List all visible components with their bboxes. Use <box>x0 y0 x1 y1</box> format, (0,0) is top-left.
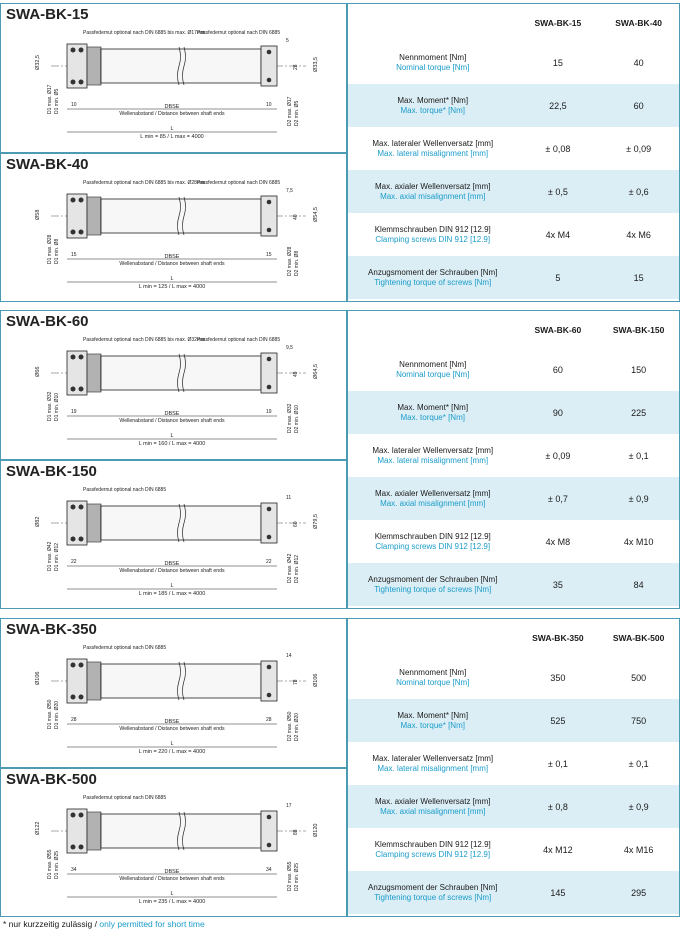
table-row <box>348 84 679 127</box>
clamp-screw-icon <box>79 505 84 510</box>
dim-d2-max: D2 max. Ø28 <box>287 246 293 276</box>
row-label-en: Max. axial misalignment [mm] <box>380 191 486 201</box>
row-label-en: Max. lateral misalignment [mm] <box>377 148 489 158</box>
row-label <box>348 489 517 509</box>
cell-value: 4x M16 <box>623 844 654 855</box>
dim-d2-min: D2 min. Ø25 <box>294 862 300 891</box>
length-range: L min = 235 / L max = 4000 <box>138 899 206 905</box>
dbse-label: DBSE <box>164 719 180 725</box>
clamp-screw-icon <box>79 663 84 668</box>
dim-right-length: 19 <box>266 409 272 415</box>
row-label <box>348 268 517 288</box>
table-row <box>348 434 679 477</box>
clamp-screw-icon <box>267 78 272 83</box>
row-label <box>348 532 517 552</box>
clamp-screw-icon <box>267 815 272 820</box>
dim-height: 40 <box>293 214 299 220</box>
clamp-screw-icon <box>79 695 84 700</box>
bellows <box>87 504 101 542</box>
intermediate-tube <box>101 356 261 390</box>
dim-right-length: 10 <box>266 102 272 108</box>
cell-value: ± 0,9 <box>628 493 649 504</box>
cell-value: 150 <box>631 364 647 375</box>
row-label <box>348 575 517 595</box>
cell-value: 40 <box>633 57 644 68</box>
dim-top: 9,5 <box>286 345 293 351</box>
clamp-screw-icon <box>71 230 76 235</box>
length-symbol: L <box>170 276 174 282</box>
table-row <box>348 742 679 785</box>
clamp-screw-icon <box>79 230 84 235</box>
cell-value: 295 <box>631 887 647 898</box>
cell-value: 5 <box>555 272 561 283</box>
length-range: L min = 125 / L max = 4000 <box>138 284 206 290</box>
dim-left-length: 15 <box>71 252 77 258</box>
clamp-screw-icon <box>79 845 84 850</box>
row-label <box>348 446 517 466</box>
drawing-panel <box>0 310 347 460</box>
dim-d2-max: D2 max. Ø55 <box>287 861 293 891</box>
dbse-label: DBSE <box>164 561 180 567</box>
dim-top: 17 <box>286 803 292 809</box>
distance-label: Wellenabstand / Distance between shaft ends <box>119 726 225 732</box>
product-title: SWA-BK-15 <box>6 6 89 23</box>
row-label <box>348 883 517 903</box>
row-label-en: Tightening torque of screws [Nm] <box>374 584 492 594</box>
row-label-en: Nominal torque [Nm] <box>396 369 470 379</box>
table-row <box>348 213 679 256</box>
dim-left-diameter: Ø122 <box>35 821 41 835</box>
row-label <box>348 797 517 817</box>
cell-value: 4x M4 <box>545 229 571 240</box>
length-symbol: L <box>170 583 174 589</box>
length-range: L min = 220 / L max = 4000 <box>138 749 206 755</box>
keyway-note-right-de: Passfedernut optional nach DIN 6885 <box>197 337 281 343</box>
row-label-de: Nennmoment [Nm] <box>399 667 467 677</box>
row-label <box>348 53 517 73</box>
row-label-de: Max. Moment* [Nm] <box>397 710 469 720</box>
clamp-screw-icon <box>267 50 272 55</box>
product-title: SWA-BK-60 <box>6 313 89 330</box>
cell-value: 35 <box>552 579 563 590</box>
spec-table <box>347 618 680 917</box>
row-label-en: Max. axial misalignment [mm] <box>380 498 486 508</box>
row-label-de: Max. axialer Wellenversatz [mm] <box>375 796 491 806</box>
cell-value: ± 0,8 <box>547 801 568 812</box>
row-label-en: Nominal torque [Nm] <box>396 62 470 72</box>
keyway-note-de: Passfedernut optional nach DIN 6885 bis max. Ø32mm <box>83 337 206 343</box>
keyway-note-right-de: Passfedernut optional nach DIN 6885 <box>197 30 281 36</box>
intermediate-tube <box>101 199 261 233</box>
dim-top: 5 <box>286 38 289 44</box>
dim-d1-min: D1 min. Ø25 <box>54 850 60 879</box>
product-title: SWA-BK-500 <box>6 771 97 788</box>
dim-left-diameter: Ø66 <box>35 366 41 377</box>
dim-left-diameter: Ø58 <box>35 209 41 220</box>
dim-right-diameter: Ø64,5 <box>313 364 319 379</box>
cell-value: 22,5 <box>549 100 567 111</box>
row-label <box>348 139 517 159</box>
model-header: SWA-BK-500 <box>612 632 665 643</box>
technical-drawing <box>1 461 346 608</box>
dim-right-length: 28 <box>266 717 272 723</box>
clamp-screw-icon <box>71 80 76 85</box>
cell-value: ± 0,6 <box>628 186 649 197</box>
left-clamp-hub <box>67 659 87 703</box>
row-label-de: Nennmoment [Nm] <box>399 52 467 62</box>
product-section <box>0 618 681 917</box>
dim-height: 78 <box>293 679 299 685</box>
dim-left-length: 19 <box>71 409 77 415</box>
table-row <box>348 785 679 828</box>
dim-d1-min: D1 min. Ø12 <box>54 542 60 571</box>
left-clamp-hub <box>67 194 87 238</box>
product-section <box>0 310 681 609</box>
clamp-screw-icon <box>79 387 84 392</box>
bellows <box>87 812 101 850</box>
dim-left-diameter: Ø106 <box>35 671 41 685</box>
table-row <box>348 391 679 434</box>
clamp-screw-icon <box>267 535 272 540</box>
bellows <box>87 354 101 392</box>
table-row <box>348 656 679 699</box>
keyway-note-de: Passfedernut optional nach DIN 6885 bis max. Ø28mm <box>83 180 206 186</box>
clamp-screw-icon <box>79 80 84 85</box>
keyway-note-de: Passfedernut optional nach DIN 6885 <box>83 487 167 493</box>
dim-d2-min: D2 min. Ø5 <box>294 100 300 126</box>
cell-value: 4x M10 <box>623 536 654 547</box>
model-header: SWA-BK-40 <box>615 17 662 28</box>
clamp-screw-icon <box>71 845 76 850</box>
model-header: SWA-BK-15 <box>534 17 582 28</box>
table-row <box>348 871 679 914</box>
row-label-de: Anzugsmoment der Schrauben [Nm] <box>368 882 498 892</box>
dim-d2-max: D2 max. Ø17 <box>287 96 293 126</box>
dim-d1-min: D1 min. Ø10 <box>54 392 60 421</box>
dim-left-diameter: Ø32,5 <box>35 55 41 70</box>
footnote <box>3 919 205 929</box>
row-label-de: Anzugsmoment der Schrauben [Nm] <box>368 267 498 277</box>
row-label-de: Max. axialer Wellenversatz [mm] <box>375 181 491 191</box>
row-label-de: Max. lateraler Wellenversatz [mm] <box>372 445 494 455</box>
cell-value: ± 0,08 <box>545 143 571 154</box>
table-header <box>348 311 679 348</box>
dim-d1-max: D1 max. Ø32 <box>47 391 53 421</box>
row-label-en: Max. torque* [Nm] <box>400 105 465 115</box>
row-label-de: Max. lateraler Wellenversatz [mm] <box>372 138 494 148</box>
cell-value: 60 <box>633 100 644 111</box>
clamp-screw-icon <box>267 385 272 390</box>
table-row <box>348 828 679 871</box>
keyway-note-right-de: Passfedernut optional nach DIN 6885 <box>197 180 281 186</box>
clamp-screw-icon <box>267 665 272 670</box>
cell-value: ± 0,1 <box>628 450 649 461</box>
row-label-de: Max. Moment* [Nm] <box>397 402 469 412</box>
row-label <box>348 403 517 423</box>
dim-right-diameter: Ø54,5 <box>313 207 319 222</box>
dim-d1-max: D1 max. Ø17 <box>47 84 53 114</box>
dim-left-length: 28 <box>71 717 77 723</box>
row-label-en: Nominal torque [Nm] <box>396 677 470 687</box>
model-header: SWA-BK-60 <box>534 324 582 335</box>
left-clamp-hub <box>67 351 87 395</box>
row-label <box>348 840 517 860</box>
dim-right-diameter: Ø79,5 <box>313 514 319 529</box>
clamp-screw-icon <box>267 357 272 362</box>
dim-left-length: 22 <box>71 559 77 565</box>
intermediate-tube <box>101 506 261 540</box>
distance-label: Wellenabstand / Distance between shaft ends <box>119 568 225 574</box>
dim-top: 7,5 <box>286 188 293 194</box>
row-label-de: Klemmschrauben DIN 912 [12.9] <box>374 839 491 849</box>
cell-value: 84 <box>633 579 644 590</box>
length-symbol: L <box>170 433 174 439</box>
row-label-en: Max. torque* [Nm] <box>400 412 465 422</box>
table-row <box>348 699 679 742</box>
dim-d2-min: D2 min. Ø20 <box>294 712 300 741</box>
dim-d1-max: D1 max. Ø42 <box>47 541 53 571</box>
row-label-en: Max. lateral misalignment [mm] <box>377 455 489 465</box>
model-header: SWA-BK-350 <box>532 632 584 643</box>
drawing-panel <box>0 3 347 153</box>
cell-value: 525 <box>550 715 566 726</box>
distance-label: Wellenabstand / Distance between shaft ends <box>119 261 225 267</box>
row-label <box>348 711 517 731</box>
clamp-screw-icon <box>71 387 76 392</box>
dbse-label: DBSE <box>164 104 180 110</box>
dim-d2-max: D2 max. Ø32 <box>287 403 293 433</box>
row-label-en: Max. axial misalignment [mm] <box>380 806 486 816</box>
cell-value: 4x M8 <box>545 536 571 547</box>
row-label-de: Max. lateraler Wellenversatz [mm] <box>372 753 494 763</box>
dim-d2-min: D2 min. Ø10 <box>294 404 300 433</box>
intermediate-tube <box>101 49 261 83</box>
technical-drawing <box>1 4 346 152</box>
clamp-screw-icon <box>71 663 76 668</box>
dim-top: 11 <box>286 495 292 501</box>
cell-value: ± 0,9 <box>628 801 649 812</box>
cell-value: ± 0,7 <box>547 493 568 504</box>
clamp-screw-icon <box>79 48 84 53</box>
row-label <box>348 96 517 116</box>
length-symbol: L <box>170 126 174 132</box>
drawing-panel <box>0 618 347 768</box>
table-header <box>348 619 679 656</box>
product-title: SWA-BK-150 <box>6 463 97 480</box>
dim-d2-max: D2 max. Ø50 <box>287 711 293 741</box>
dim-d1-min: D1 min. Ø8 <box>54 238 60 264</box>
row-label <box>348 668 517 688</box>
clamp-screw-icon <box>71 48 76 53</box>
left-clamp-hub <box>67 44 87 88</box>
row-label <box>348 225 517 245</box>
clamp-screw-icon <box>71 505 76 510</box>
clamp-screw-icon <box>71 355 76 360</box>
row-label-de: Klemmschrauben DIN 912 [12.9] <box>374 531 491 541</box>
distance-label: Wellenabstand / Distance between shaft ends <box>119 876 225 882</box>
row-label-de: Klemmschrauben DIN 912 [12.9] <box>374 224 491 234</box>
drawing-panel <box>0 460 347 609</box>
table-row <box>348 170 679 213</box>
dim-d1-max: D1 max. Ø28 <box>47 234 53 264</box>
dim-right-length: 34 <box>266 867 272 873</box>
dim-d2-min: D2 min. Ø8 <box>294 250 300 276</box>
length-symbol: L <box>170 741 174 747</box>
left-clamp-hub <box>67 809 87 853</box>
dim-right-length: 22 <box>266 559 272 565</box>
row-label-de: Nennmoment [Nm] <box>399 359 467 369</box>
row-label-en: Tightening torque of screws [Nm] <box>374 277 492 287</box>
clamp-screw-icon <box>79 355 84 360</box>
spec-table <box>347 3 680 302</box>
technical-drawing <box>1 769 346 916</box>
drawing-panel <box>0 153 347 302</box>
clamp-screw-icon <box>267 693 272 698</box>
table-header <box>348 4 679 41</box>
left-clamp-hub <box>67 501 87 545</box>
cell-value: ± 0,09 <box>626 143 652 154</box>
dim-top: 14 <box>286 653 292 659</box>
distance-label: Wellenabstand / Distance between shaft ends <box>119 111 225 117</box>
dim-height: 28 <box>293 64 299 70</box>
dim-left-length: 10 <box>71 102 77 108</box>
cell-value: 60 <box>552 364 563 375</box>
dim-height: 60 <box>293 521 299 527</box>
length-range: L min = 185 / L max = 4000 <box>138 591 206 597</box>
cell-value: 4x M6 <box>626 229 651 240</box>
dim-left-diameter: Ø82 <box>35 516 41 527</box>
table-row <box>348 563 679 606</box>
cell-value: 90 <box>552 407 563 418</box>
keyway-note-de: Passfedernut optional nach DIN 6885 bis max. Ø17mm <box>83 30 206 36</box>
table-row <box>348 41 679 84</box>
clamp-screw-icon <box>79 198 84 203</box>
dim-height: 88 <box>293 829 299 835</box>
cell-value: 225 <box>631 407 647 418</box>
clamp-screw-icon <box>267 843 272 848</box>
cell-value: 4x M12 <box>543 844 573 855</box>
footnote-en: only permitted for short time <box>99 919 205 929</box>
intermediate-tube <box>101 814 261 848</box>
dim-height: 49 <box>293 371 299 377</box>
cell-value: 145 <box>550 887 566 898</box>
row-label-en: Clamping screws DIN 912 [12.9] <box>375 541 491 551</box>
row-label-en: Tightening torque of screws [Nm] <box>374 892 492 902</box>
technical-drawing <box>1 619 346 767</box>
clamp-screw-icon <box>71 813 76 818</box>
dim-d1-min: D1 min. Ø5 <box>54 88 60 114</box>
distance-label: Wellenabstand / Distance between shaft ends <box>119 418 225 424</box>
row-label <box>348 360 517 380</box>
table-row <box>348 127 679 170</box>
drawing-panel <box>0 768 347 917</box>
product-section <box>0 3 681 302</box>
product-title: SWA-BK-40 <box>6 156 89 173</box>
clamp-screw-icon <box>71 537 76 542</box>
row-label-en: Max. torque* [Nm] <box>400 720 465 730</box>
clamp-screw-icon <box>267 507 272 512</box>
clamp-screw-icon <box>267 200 272 205</box>
keyway-note-de: Passfedernut optional nach DIN 6885 <box>83 645 167 651</box>
row-label-en: Max. lateral misalignment [mm] <box>377 763 489 773</box>
footnote-de: * nur kurzzeitig zulässig / <box>3 919 98 929</box>
dim-left-length: 34 <box>71 867 77 873</box>
clamp-screw-icon <box>79 537 84 542</box>
dbse-label: DBSE <box>164 411 180 417</box>
cell-value: 500 <box>631 672 647 683</box>
clamp-screw-icon <box>71 198 76 203</box>
dim-d2-max: D2 max. Ø42 <box>287 553 293 583</box>
clamp-screw-icon <box>79 813 84 818</box>
row-label <box>348 754 517 774</box>
dim-right-diameter: Ø106 <box>313 673 319 687</box>
dim-right-diameter: Ø120 <box>313 823 319 837</box>
dbse-label: DBSE <box>164 254 180 260</box>
cell-value: 15 <box>633 272 644 283</box>
product-title: SWA-BK-350 <box>6 621 97 638</box>
cell-value: 750 <box>631 715 647 726</box>
table-row <box>348 520 679 563</box>
length-symbol: L <box>170 891 174 897</box>
cell-value: ± 0,1 <box>628 758 649 769</box>
row-label-de: Anzugsmoment der Schrauben [Nm] <box>368 574 498 584</box>
dim-right-diameter: Ø33,5 <box>313 57 319 72</box>
cell-value: ± 0,1 <box>547 758 568 769</box>
dim-d1-max: D1 max. Ø55 <box>47 849 53 879</box>
bellows <box>87 662 101 700</box>
row-label <box>348 182 517 202</box>
technical-drawing <box>1 311 346 459</box>
intermediate-tube <box>101 664 261 698</box>
model-header: SWA-BK-150 <box>612 324 665 335</box>
clamp-screw-icon <box>71 695 76 700</box>
dim-d2-min: D2 min. Ø12 <box>294 554 300 583</box>
cell-value: ± 0,09 <box>545 450 571 461</box>
dim-d1-max: D1 max. Ø50 <box>47 699 53 729</box>
dim-d1-min: D1 min. Ø20 <box>54 700 60 729</box>
bellows <box>87 197 101 235</box>
dbse-label: DBSE <box>164 869 180 875</box>
length-range: L min = 85 / L max = 4000 <box>140 134 204 140</box>
row-label-en: Clamping screws DIN 912 [12.9] <box>375 234 491 244</box>
technical-drawing <box>1 154 346 301</box>
keyway-note-de: Passfedernut optional nach DIN 6885 <box>83 795 167 801</box>
dim-right-length: 15 <box>266 252 272 258</box>
row-label-de: Max. axialer Wellenversatz [mm] <box>375 488 491 498</box>
cell-value: 350 <box>550 672 566 683</box>
table-row <box>348 477 679 520</box>
row-label-de: Max. Moment* [Nm] <box>397 95 469 105</box>
cell-value: 15 <box>552 57 563 68</box>
spec-table <box>347 310 680 609</box>
row-label-en: Clamping screws DIN 912 [12.9] <box>375 849 491 859</box>
table-row <box>348 348 679 391</box>
bellows <box>87 47 101 85</box>
table-row <box>348 256 679 299</box>
cell-value: ± 0,5 <box>547 186 568 197</box>
length-range: L min = 160 / L max = 4000 <box>138 441 206 447</box>
clamp-screw-icon <box>267 228 272 233</box>
